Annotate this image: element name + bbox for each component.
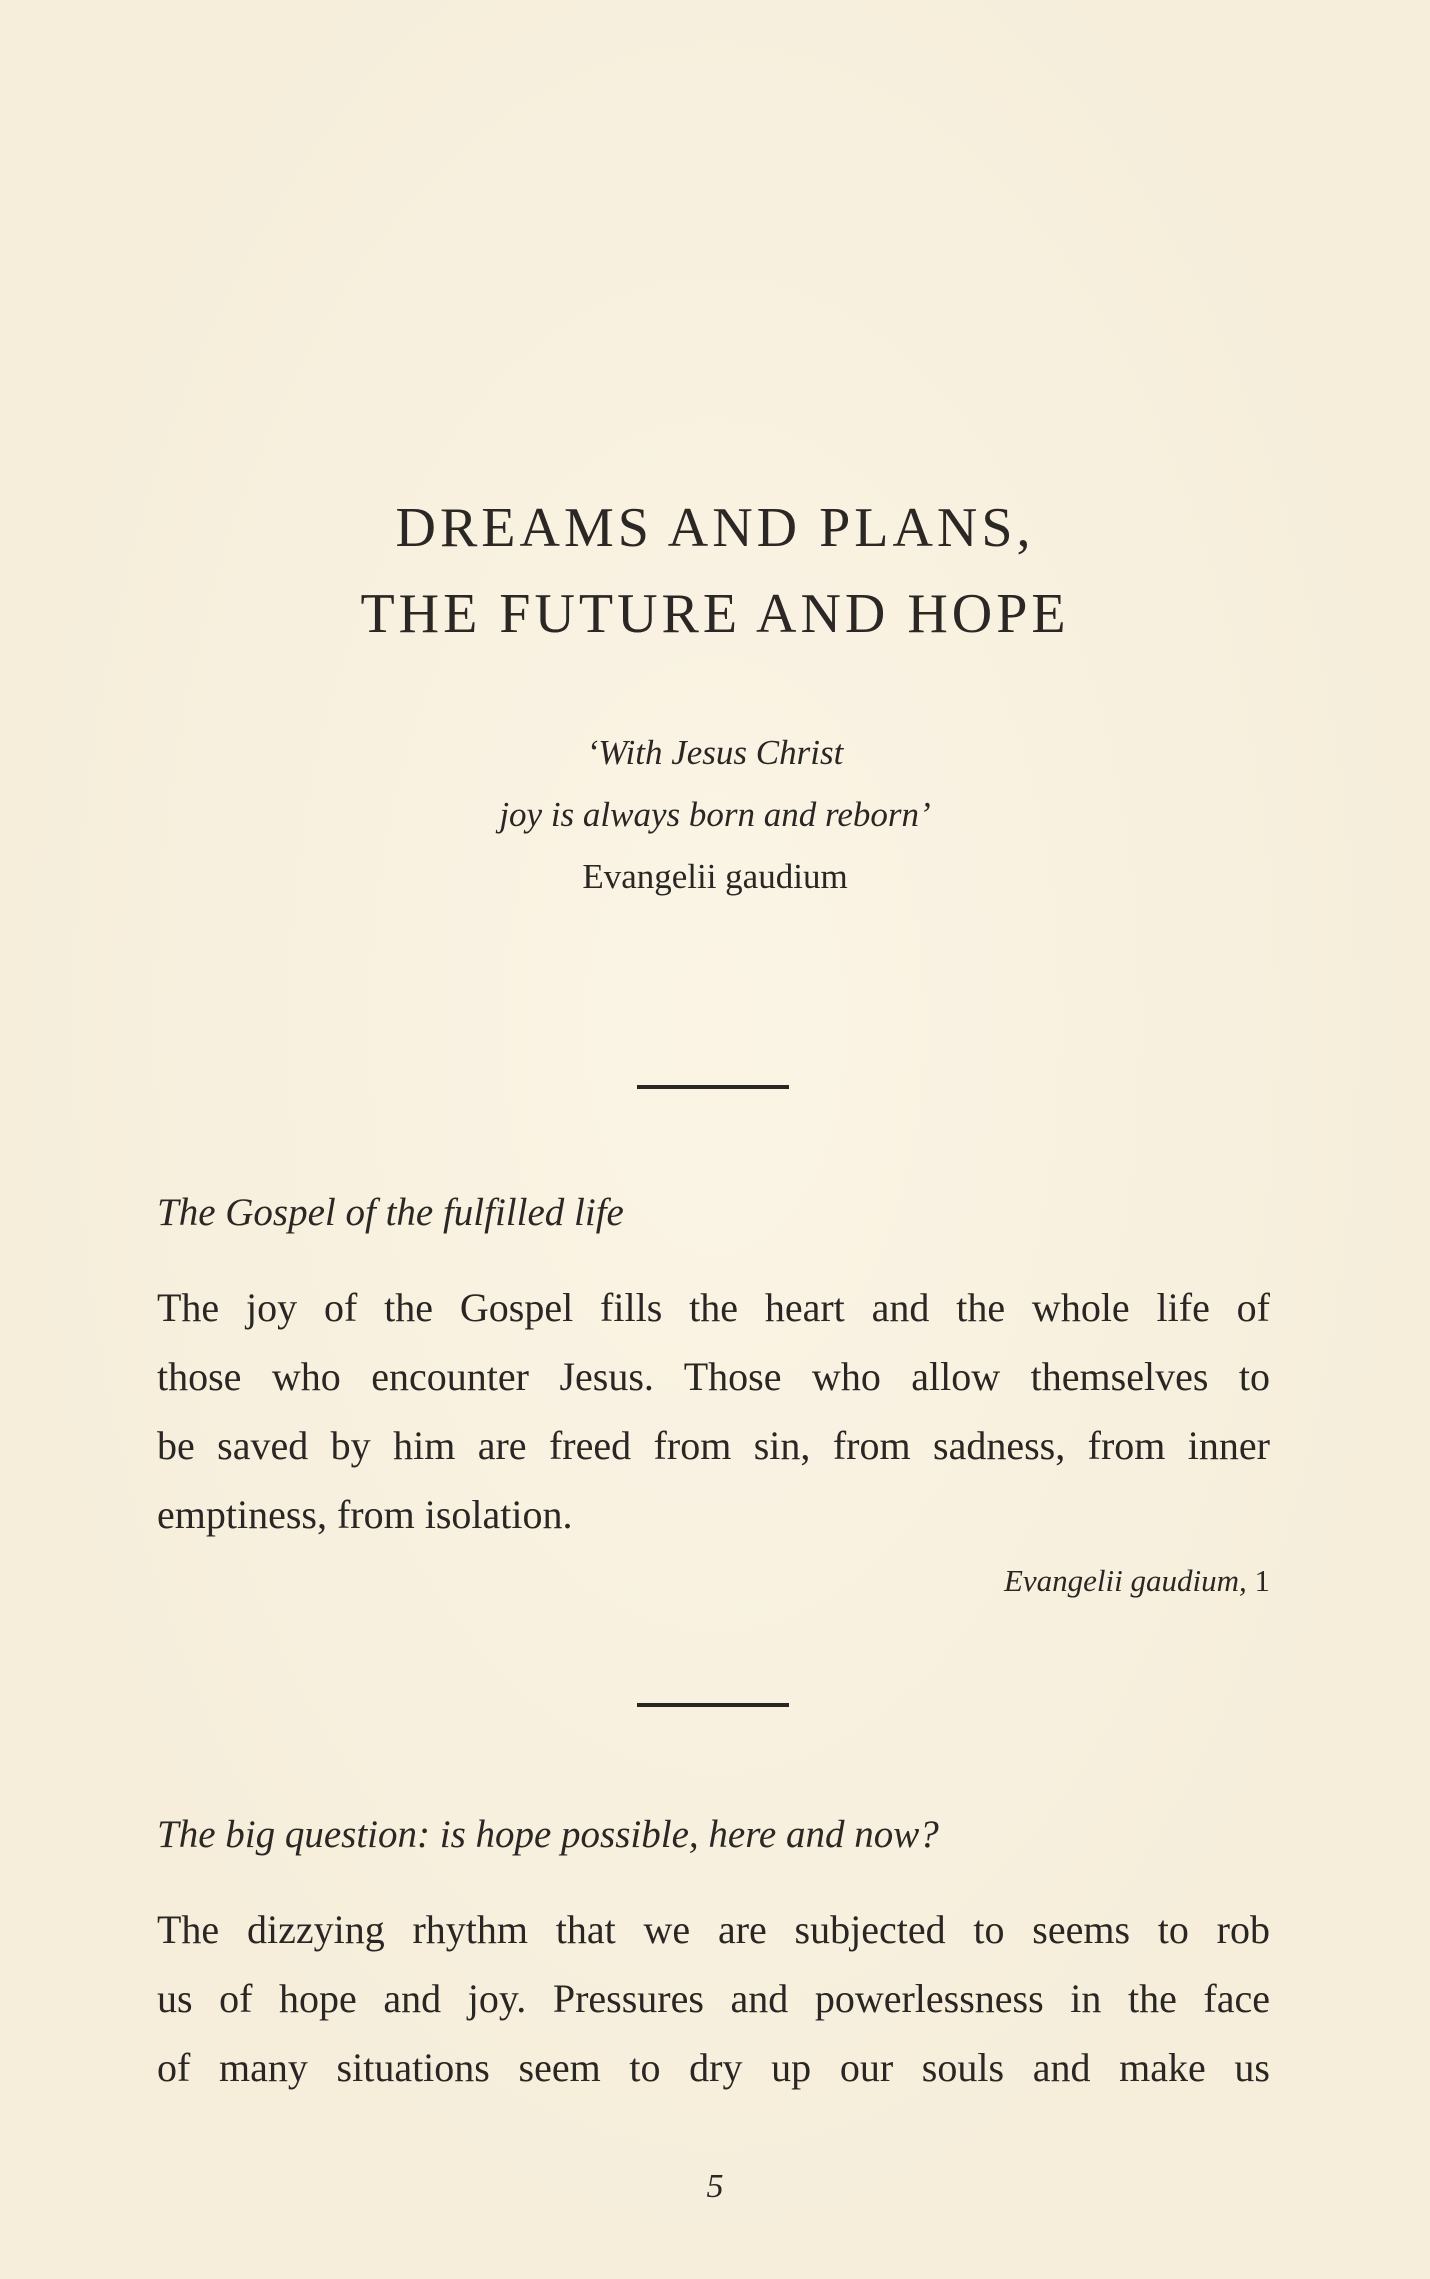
epigraph-source: Evangelii gaudium bbox=[582, 857, 848, 896]
section-paragraph bbox=[157, 1895, 1270, 2102]
citation-title: Evangelii gaudium, bbox=[1003, 1563, 1247, 1598]
epigraph-quote-line: joy is always born and reborn’ bbox=[499, 795, 931, 834]
section-heading: The Gospel of the fulfilled life bbox=[157, 1191, 624, 1234]
epigraph-quote-line: ‘With Jesus Christ bbox=[586, 733, 844, 772]
paragraph-line: of many situations seem to dry up our souls and make us bbox=[157, 2045, 1270, 2090]
page-number: 5 bbox=[706, 2168, 724, 2205]
citation-number: 1 bbox=[1254, 1563, 1270, 1598]
section-heading: The big question: is hope possible, here and now? bbox=[157, 1813, 939, 1856]
citation bbox=[1004, 1563, 1270, 1599]
section-paragraph bbox=[157, 1273, 1270, 1549]
paragraph-line: emptiness, from isolation. bbox=[157, 1492, 573, 1537]
chapter-title-line: THE FUTURE AND HOPE bbox=[360, 583, 1070, 645]
paragraph-line: us of hope and joy. Pressures and powerlessness in the face bbox=[157, 1976, 1270, 2021]
epigraph bbox=[0, 722, 1430, 908]
paragraph-line: The dizzying rhythm that we are subjected to seems to rob bbox=[157, 1907, 1270, 1952]
paragraph-line: those who encounter Jesus. Those who allow themselves to bbox=[157, 1354, 1270, 1399]
section-divider bbox=[637, 1085, 789, 1089]
chapter-title-line: DREAMS AND PLANS, bbox=[395, 497, 1035, 559]
paragraph-line: The joy of the Gospel fills the heart and the whole life of bbox=[157, 1285, 1270, 1330]
section-divider bbox=[637, 1703, 789, 1707]
paragraph-line: be saved by him are freed from sin, from sadness, from inner bbox=[157, 1423, 1270, 1468]
chapter-title bbox=[0, 485, 1430, 657]
